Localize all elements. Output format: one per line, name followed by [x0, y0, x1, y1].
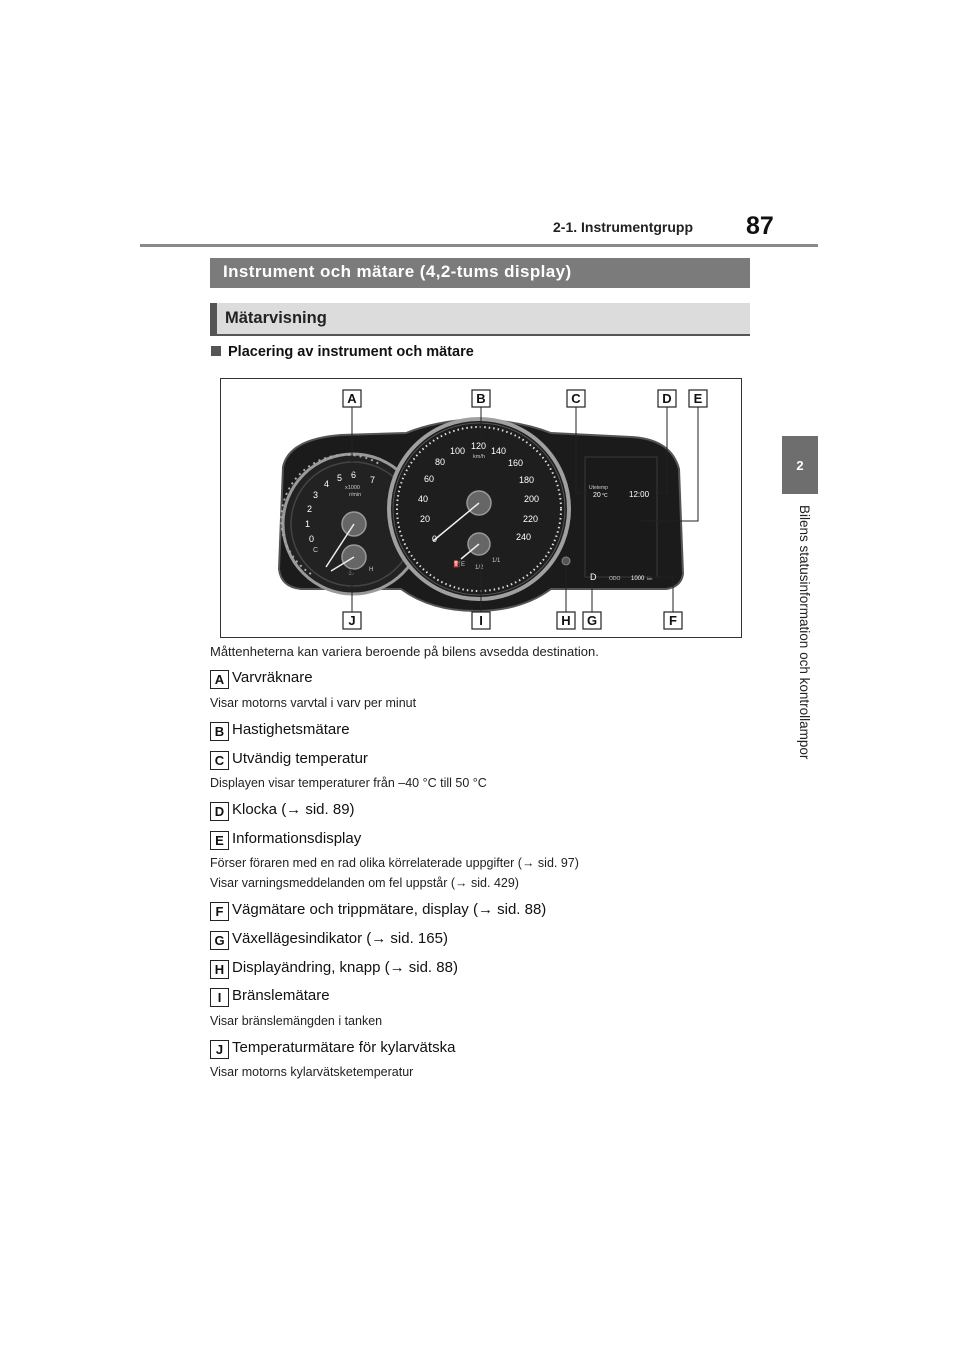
speed-tick-100: 100 — [450, 446, 466, 456]
callout-F: F — [669, 613, 677, 628]
speed-unit: km/h — [473, 454, 485, 460]
fuel-half-label: 1/2 — [475, 565, 484, 571]
legend-badge: J — [210, 1040, 229, 1059]
callout-E: E — [693, 391, 703, 406]
section-title: Instrument och mätare (4,2-tums display) — [223, 262, 572, 281]
speed-tick-240: 240 — [516, 532, 532, 542]
legend-label: Klocka (→ sid. 89) — [232, 801, 355, 818]
callout-J: J — [348, 613, 356, 628]
legend-label: Hastighetsmätare — [232, 721, 350, 738]
fuel-full-label: 1/1 — [492, 558, 501, 564]
instrument-cluster-figure — [220, 378, 742, 638]
tacho-tick-1: 1 — [305, 519, 311, 529]
legend-label: Varvräknare — [232, 669, 313, 686]
display-change-knob — [562, 557, 570, 565]
topic-heading — [211, 344, 474, 360]
speed-tick-120: 120 — [471, 441, 487, 451]
legend-desc: Visar varningsmeddelanden om fel uppstår (→ sid. 429) — [210, 876, 519, 890]
legend-badge: D — [210, 802, 229, 821]
instrument-cluster-illustration — [221, 379, 741, 637]
tacho-tick-6: 6 — [351, 470, 357, 480]
legend-badge: A — [210, 670, 229, 689]
legend-label: Informationsdisplay — [232, 830, 362, 847]
legend-badge: F — [210, 902, 229, 921]
speed-tick-140: 140 — [491, 446, 507, 456]
figure-caption: Måttenheterna kan variera beroende på bilens avsedda destination. — [210, 644, 599, 659]
coolant-temp-icon: ♨ — [348, 569, 355, 577]
legend-desc: Visar motorns kylarvätsketemperatur — [210, 1065, 414, 1079]
speed-tick-0: 0 — [432, 534, 438, 544]
temp-hot-label: H — [369, 567, 374, 573]
tacho-unit-x1000: x1000 — [345, 485, 360, 491]
legend-label: Vägmätare och trippmätare, display (→ sid. 88) — [232, 901, 547, 918]
topic-heading-text: Placering av instrument och mätare — [228, 344, 474, 360]
legend-label: Växellägesindikator (→ sid. 165) — [232, 930, 448, 947]
tacho-tick-5: 5 — [337, 473, 343, 483]
speed-tick-180: 180 — [519, 475, 535, 485]
speed-tick-60: 60 — [424, 474, 435, 484]
legend-desc: Displayen visar temperaturer från –40 °C till 50 °C — [210, 776, 487, 790]
temp-cold-label: C — [313, 547, 319, 554]
fuel-empty-label: E — [461, 562, 466, 568]
chapter-tab-text: Bilens statusinformation och kontrollampor — [797, 505, 812, 760]
legend-desc: Visar bränslemängden i tanken — [210, 1014, 383, 1028]
section-title-bar — [210, 258, 750, 288]
speed-tick-80: 80 — [435, 457, 446, 467]
tacho-tick-3: 3 — [313, 490, 319, 500]
running-header-section: 2-1. Instrumentgrupp — [553, 219, 694, 235]
legend-badge: B — [210, 722, 229, 741]
legend-desc: Förser föraren med en rad olika körrelaterade uppgifter (→ sid. 97) — [210, 856, 579, 870]
callout-D: D — [662, 391, 672, 406]
info-display-screen — [585, 457, 657, 577]
speed-tick-200: 200 — [524, 494, 540, 504]
callout-C: C — [571, 391, 581, 406]
subsection-title-bar — [210, 303, 750, 334]
legend-badge: G — [210, 931, 229, 950]
speed-tick-40: 40 — [418, 494, 429, 504]
callout-I: I — [479, 613, 483, 628]
display-gear: D — [590, 572, 597, 582]
chapter-tab — [782, 436, 818, 494]
page-number: 87 — [746, 212, 774, 240]
chapter-tab-number: 2 — [796, 458, 804, 473]
speed-tick-220: 220 — [523, 514, 539, 524]
legend-label: Utvändig temperatur — [232, 750, 368, 767]
tacho-tick-2: 2 — [307, 504, 313, 514]
display-temp-value: 20 — [593, 492, 601, 499]
callout-G: G — [586, 613, 598, 628]
display-odo-unit: km — [647, 576, 653, 581]
callout-A: A — [347, 391, 357, 406]
square-bullet-icon — [211, 346, 221, 356]
subsection-rule — [210, 334, 750, 336]
tacho-tick-0: 0 — [309, 534, 315, 544]
legend-label: Bränslemätare — [232, 987, 330, 1004]
display-odo-value: 1000 — [631, 576, 645, 582]
tacho-tick-7: 7 — [370, 475, 376, 485]
legend-badge: E — [210, 831, 229, 850]
legend-label: Displayändring, knapp (→ sid. 88) — [232, 959, 458, 976]
subsection-accent — [210, 303, 217, 334]
fuel-pump-icon: ⛽ — [453, 560, 462, 568]
callout-H: H — [561, 613, 571, 628]
header-rule — [140, 244, 818, 247]
tacho-tick-4: 4 — [324, 479, 330, 489]
callout-B: B — [476, 391, 486, 406]
tacho-unit-rmin: r/min — [349, 492, 362, 498]
legend-desc: Visar motorns varvtal i varv per minut — [210, 696, 417, 710]
speed-tick-20: 20 — [420, 514, 431, 524]
legend-label: Temperaturmätare för kylarvätska — [232, 1039, 456, 1056]
display-temp-unit: °C — [602, 493, 608, 499]
subsection-title: Mätarvisning — [225, 309, 327, 327]
display-clock: 12:00 — [629, 490, 650, 499]
display-odo-label: ODO — [609, 576, 621, 582]
speed-tick-160: 160 — [508, 458, 524, 468]
legend-badge: I — [210, 988, 229, 1007]
display-temp-label: Utetemp — [589, 485, 608, 491]
legend-badge: H — [210, 960, 229, 979]
legend-badge: C — [210, 751, 229, 770]
